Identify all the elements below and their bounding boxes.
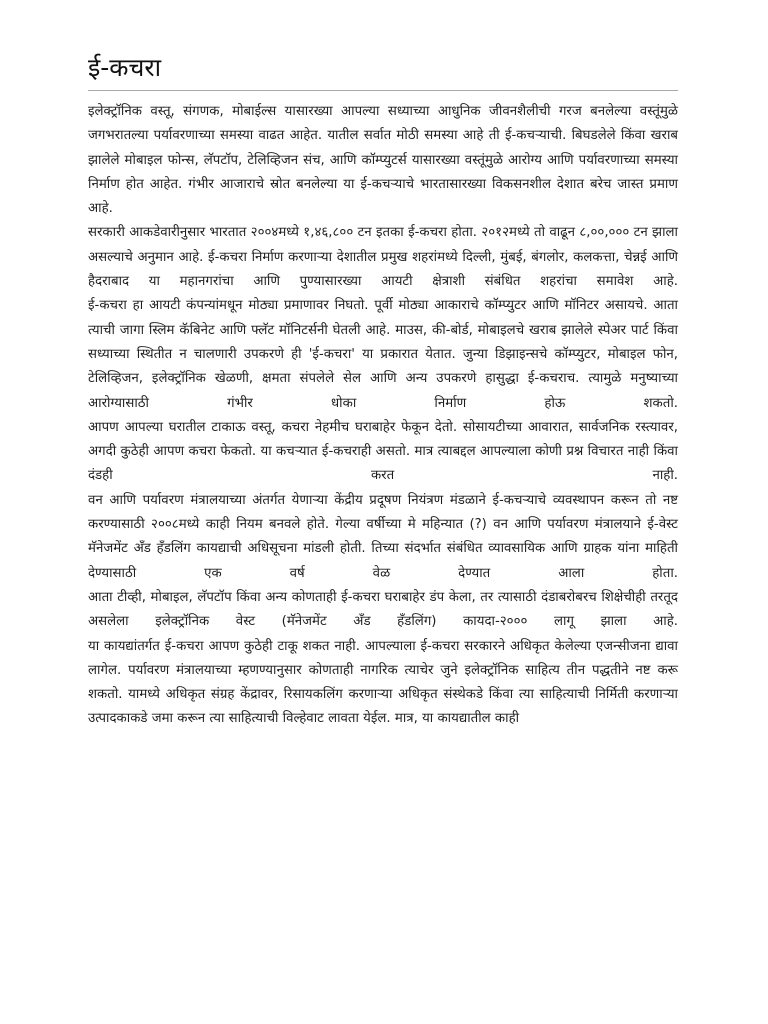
article-body bbox=[88, 100, 678, 732]
paragraph-ministry-rules: वन आणि पर्यावरण मंत्रालयाच्या अंतर्गत येणाऱ्या केंद्रीय प्रदूषण नियंत्रण मंडळाने ई-कचऱ्याचे व्यवस्थापन करून तो नष्ट करण्यासाठी २००८मध्ये काही नियम बनवले होते. गेल्या वर्षीच्या मे महिन्यात (?) वन आणि पर्यावरण मंत्रालयाने ई-वेस्ट मॅनेजमेंट अँड हँडलिंग कायद्याची अधिसूचना मांडली होती. तिच्या संदर्भात संबंधित व्यावसायिक आणि ग्राहक यांना माहिती देण्यासाठी एक वर्ष वेळ देण्यात आला होता. bbox=[88, 492, 678, 581]
paragraph-household-waste: आपण आपल्या घरातील टाकाऊ वस्तू, कचरा नेहमीच घराबाहेर फेकून देतो. सोसायटीच्या आवारात, सार्वजनिक रस्त्यावर, अगदी कुठेही आपण कचरा फेकतो. या कचऱ्यात ई-कचराही असतो. मात्र त्याबद्दल आपल्याला कोणी प्रश्न विचारत नाही किंवा दंडही करत नाही. bbox=[88, 419, 678, 484]
page-title: ई-कचरा bbox=[88, 53, 162, 82]
paragraph-new-law: आता टीव्ही, मोबाइल, लॅपटॉप किंवा अन्य कोणताही ई-कचरा घराबाहेर डंप केला, तर त्यासाठी दंडाबरोबरच शिक्षेचीही तरतूद असलेला इलेक्ट्रॉनिक वेस्ट (मॅनेजमेंट अँड हँडलिंग) कायदा-२००० लागू झाला आहे. bbox=[88, 589, 678, 630]
document-page bbox=[88, 52, 678, 732]
paragraph-statistics: सरकारी आकडेवारीनुसार भारतात २००४मध्ये १,४६,८०० टन इतका ई-कचरा होता. २०१२मध्ये तो वाढून ८,००,००० टन झाला असल्याचे अनुमान आहे. ई-कचरा निर्माण करणाऱ्या देशातील प्रमुख शहरांमध्ये दिल्ली, मुंबई, बंगलोर, कलकत्ता, चेन्नई आणि हैदराबाद या महानगरांचा आणि पुण्यासारख्या आयटी क्षेत्राशी संबंधित शहरांचा समावेश आहे. bbox=[88, 225, 678, 290]
paragraph-ewaste-intro: इलेक्ट्रॉनिक वस्तू, संगणक, मोबाईल्स यासारख्या आपल्या सध्याच्या आधुनिक जीवनशैलीची गरज बनलेल्या वस्तूंमुळे जगभरातल्या पर्यावरणाच्या समस्या वाढत आहेत. यातील सर्वात मोठी समस्या आहे ती ई-कचऱ्याची. बिघडलेले किंवा खराब झालेले मोबाइल फोन्स, लॅपटॉप, टेलिव्हिजन संच, आणि कॉम्प्युटर्स यासारख्या वस्तूंमुळे आरोग्य आणि पर्यावरणाच्या समस्या निर्माण होत आहेत. गंभीर आजाराचे स्रोत बनलेल्या या ई-कचऱ्याचे भारतासारख्या विकसनशील देशात बरेच जास्त प्रमाण आहे. bbox=[88, 104, 678, 217]
title-divider bbox=[88, 90, 678, 91]
paragraph-disposal-methods: या कायद्यांतर्गत ई-कचरा आपण कुठेही टाकू शकत नाही. आपल्याला ई-कचरा सरकारने अधिकृत केलेल्या एजन्सीजना द्यावा लागेल. पर्यावरण मंत्रालयाच्या म्हणण्यानुसार कोणताही नागरिक त्याचेर जुने इलेक्ट्रॉनिक साहित्य तीन पद्धतीने नष्ट करू शकतो. यामध्ये अधिकृत संग्रह केंद्रावर, रिसायकलिंग करणाऱ्या अधिकृत संस्थेकडे किंवा त्या साहित्याची निर्मिती करणाऱ्या उत्पादकाकडे जमा करून त्या साहित्याची विल्हेवाट लावता येईल. मात्र, या कायद्यातील काही bbox=[88, 638, 678, 727]
paragraph-it-sources: ई-कचरा हा आयटी कंपन्यांमधून मोठ्या प्रमाणावर निघतो. पूर्वी मोठ्या आकाराचे कॉम्प्युटर आणि मॉनिटर असायचे. आता त्याची जागा स्लिम कॅबिनेट आणि फ्लॅट मॉनिटर्सनी घेतली आहे. माउस, की-बोर्ड, मोबाइलचे खराब झालेले स्पेअर पार्ट किंवा सध्याच्या स्थितीत न चालणारी उपकरणे ही 'ई-कचरा' या प्रकारात येतात. जुन्या डिझाइन्सचे कॉम्प्युटर, मोबाइल फोन, टेलिव्हिजन, इलेक्ट्रॉनिक खेळणी, क्षमता संपलेले सेल आणि अन्य उपकरणे हासुद्धा ई-कचराच. त्यामुळे मनुष्याच्या आरोग्यासाठी गंभीर धोका निर्माण होऊ शकतो. bbox=[88, 298, 678, 411]
